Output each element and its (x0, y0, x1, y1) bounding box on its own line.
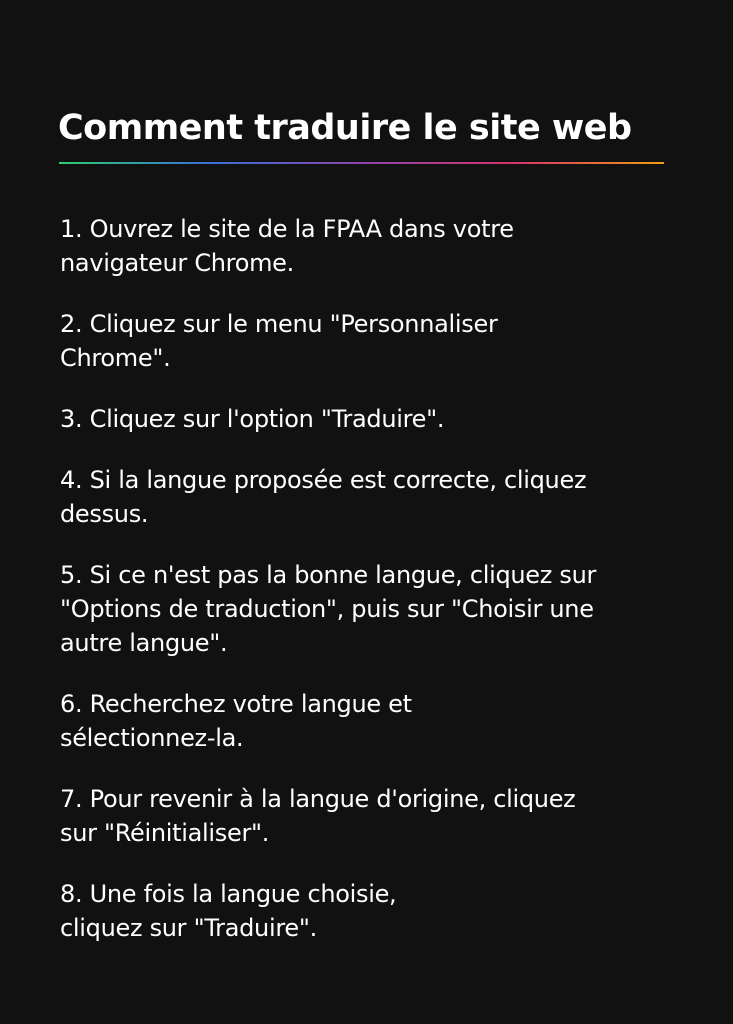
step-line: 8. Une fois la langue choisie, (60, 880, 397, 908)
step-2 (60, 307, 700, 375)
gradient-divider (59, 162, 664, 164)
step-line: 4. Si la langue proposée est correcte, cliquez (60, 466, 587, 494)
step-line: sur "Réinitialiser". (60, 819, 270, 847)
step-line: cliquez sur "Traduire". (60, 914, 317, 942)
step-line: 6. Recherchez votre langue et (60, 690, 412, 718)
step-1 (60, 212, 700, 280)
step-line: dessus. (60, 500, 149, 528)
step-4 (60, 463, 700, 531)
step-line: navigateur Chrome. (60, 249, 294, 277)
steps-list (60, 212, 700, 945)
page-title: Comment traduire le site web (58, 108, 632, 148)
step-7 (60, 782, 700, 850)
step-line: 3. Cliquez sur l'option "Traduire". (60, 405, 445, 433)
step-8 (60, 877, 700, 945)
step-line: autre langue". (60, 629, 228, 657)
step-6 (60, 687, 700, 755)
step-line: 1. Ouvrez le site de la FPAA dans votre (60, 215, 514, 243)
step-3 (60, 402, 700, 436)
step-line: 2. Cliquez sur le menu "Personnaliser (60, 310, 498, 338)
step-5 (60, 558, 700, 660)
step-line: sélectionnez-la. (60, 724, 244, 752)
step-line: "Options de traduction", puis sur "Choisir une (60, 595, 594, 623)
step-line: Chrome". (60, 344, 171, 372)
step-line: 5. Si ce n'est pas la bonne langue, cliquez sur (60, 561, 597, 589)
step-line: 7. Pour revenir à la langue d'origine, cliquez (60, 785, 576, 813)
